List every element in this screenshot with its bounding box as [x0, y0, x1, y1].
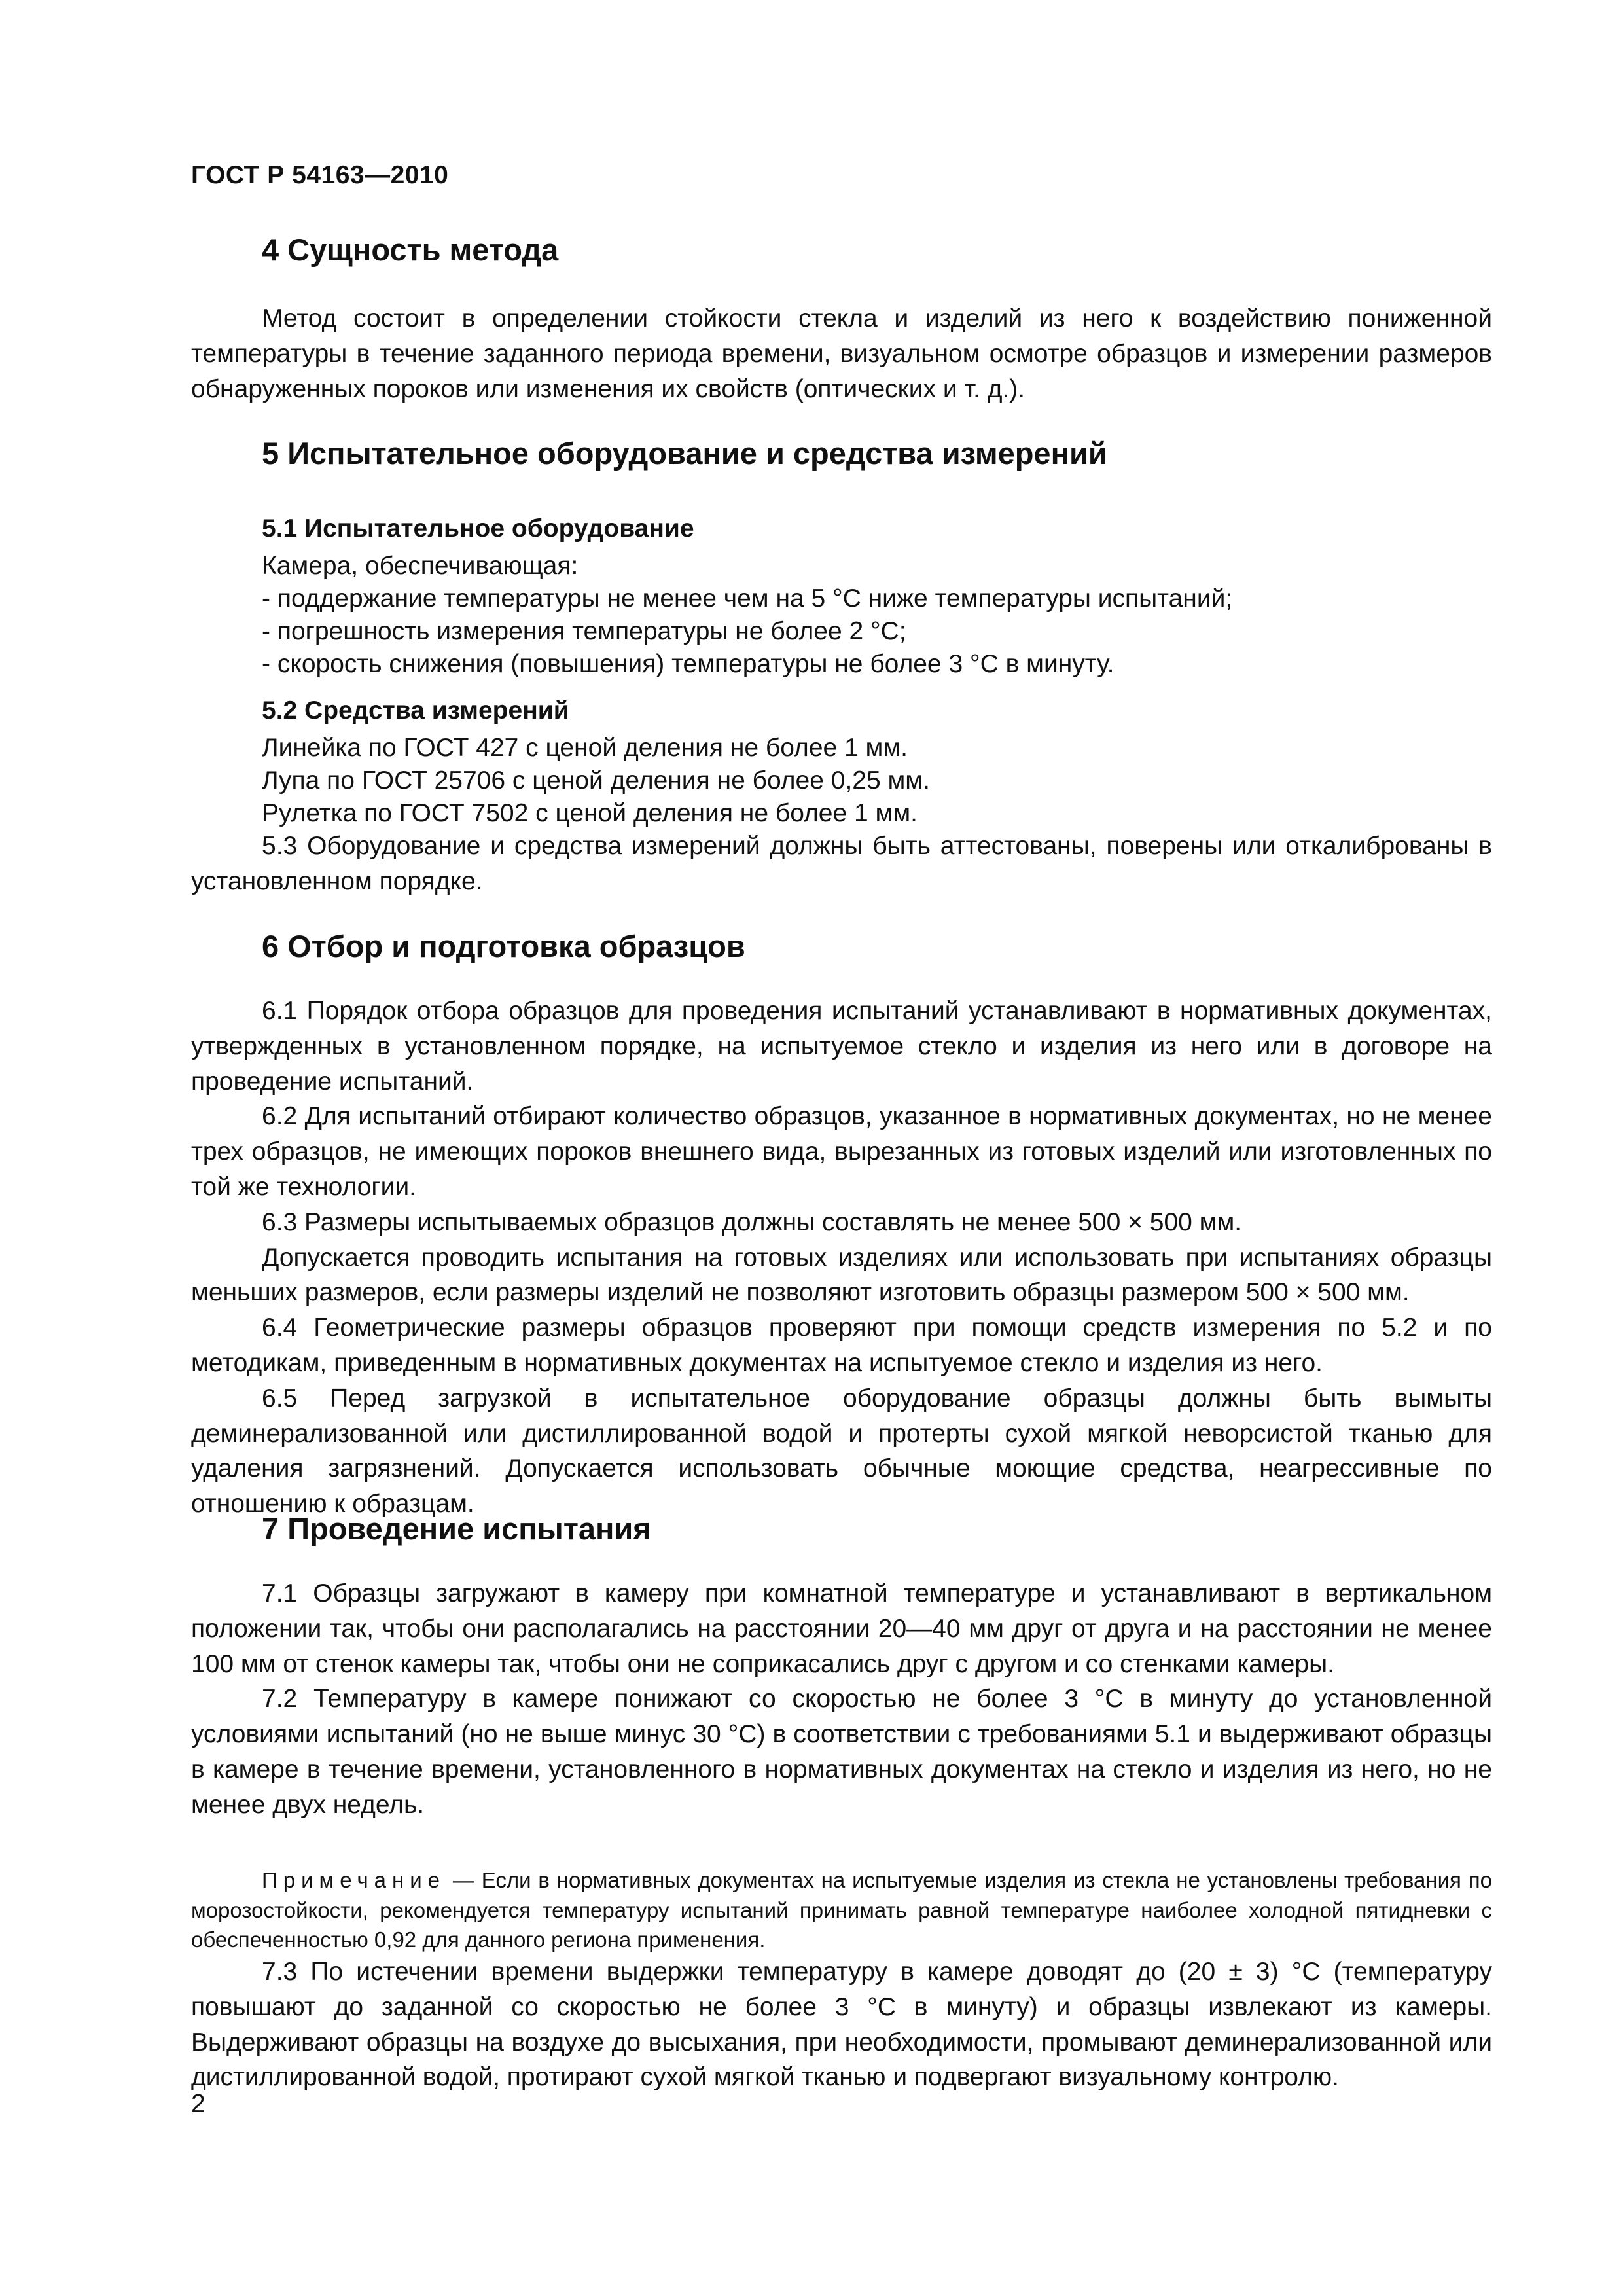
section-6-title: 6 Отбор и подготовка образцов [262, 929, 745, 963]
section-4-body [191, 301, 1492, 406]
paragraph-7-3-block [191, 1954, 1492, 2095]
note-block [191, 1865, 1492, 1955]
section-7-title: 7 Проведение испытания [262, 1511, 651, 1546]
section-4-title: 4 Сущность метода [262, 232, 559, 267]
paragraph-6-1: 6.1 Порядок отбора образцов для проведения испытаний устанавливают в нормативных документах, утвержденных в установленном порядке, на испытуемое стекло и изделия из него или в договоре на проведение испытаний. [191, 997, 1492, 1096]
list-item: - погрешность измерения температуры не более 2 °С; [262, 617, 906, 645]
section-5-title: 5 Испытательное оборудование и средства измерений [262, 436, 1107, 471]
subsection-5-1-list [262, 550, 1492, 681]
list-item: Камера, обеспечивающая: [262, 552, 579, 580]
subsection-5-2-list [262, 732, 1492, 830]
paragraph-6-4: 6.4 Геометрические размеры образцов проверяют при помощи средств измерения по 5.2 и по методикам, приведенным в нормативных документах на испытуемое стекло и изделия из него. [191, 1314, 1492, 1377]
paragraph-7-2: 7.2 Температуру в камере понижают со скоростью не более 3 °С в минуту до установленной условиями испытаний (но не выше минус 30 °С) в соответствии с требованиями 5.1 и выдерживают образцы в камере в течение времени, установленного в нормативных документах на стекло и изделия из него, но не менее двух недель. [191, 1685, 1492, 1819]
subsection-5-1-title: 5.1 Испытательное оборудование [262, 514, 694, 543]
paragraph-5-3: 5.3 Оборудование и средства измерений должны быть аттестованы, поверены или откалиброваны в установленном порядке. [191, 832, 1492, 895]
section-6-body [191, 994, 1492, 1522]
list-item: Линейка по ГОСТ 427 с ценой деления не более 1 мм. [262, 734, 908, 762]
paragraph-7-1: 7.1 Образцы загружают в камеру при комнатной температуре и устанавливают в вертикальном положении так, чтобы они располагались на расстоянии 20—40 мм друг от друга и на расстоянии не менее 100 мм от стенок камеры так, чтобы они не соприкасались друг с другом и со стенками камеры. [191, 1579, 1492, 1678]
paragraph-6-2: 6.2 Для испытаний отбирают количество образцов, указанное в нормативных документах, но не менее трех образцов, не имеющих пороков внешнего вида, вырезанных из готовых изделий или изготовленных по той же технологии. [191, 1102, 1492, 1201]
paragraph-7-3: 7.3 По истечении времени выдержки температуру в камере доводят до (20 ± 3) °С (температуру повышают до заданной со скоростью не более 3 °С в минуту) и образцы извлекают из камеры. Выдерживают образцы на воздухе до высыхания, при необходимости, промывают деминерализованной или дистиллированной водой, протирают сухой мягкой тканью и подвергают визуальному контролю. [191, 1958, 1492, 2092]
paragraph-6-5: 6.5 Перед загрузкой в испытательное оборудование образцы должны быть вымыты деминерализованной или дистиллированной водой и протерты сухой мягкой неворсистой тканью для удаления загрязнений. Допускается использовать обычные моющие средства, неагрессивные по отношению к образцам. [191, 1384, 1492, 1518]
note-text: — Если в нормативных документах на испытуемые изделия из стекла не установлены требования по морозостойкости, рекомендуется температуру испытаний принимать равной температуре наиболее холодной пятидневки с обеспеченностью 0,92 для данного региона применения. [191, 1868, 1492, 1952]
subsection-5-2-title: 5.2 Средства измерений [262, 696, 569, 725]
list-item: - поддержание температуры не менее чем на 5 °С ниже температуры испытаний; [262, 584, 1233, 613]
paragraph-5-3-block [191, 829, 1492, 899]
note-label: Примечание [262, 1868, 446, 1892]
section-7-body [191, 1576, 1492, 1823]
paragraph-6-3: 6.3 Размеры испытываемых образцов должны составлять не менее 500 × 500 мм. [262, 1208, 1242, 1236]
list-item: - скорость снижения (повышения) температуры не более 3 °С в минуту. [262, 650, 1115, 678]
list-item: Рулетка по ГОСТ 7502 с ценой деления не более 1 мм. [262, 799, 918, 827]
list-item: Лупа по ГОСТ 25706 с ценой деления не более 0,25 мм. [262, 766, 930, 795]
document-code-header: ГОСТ Р 54163—2010 [191, 161, 449, 189]
section-4-paragraph: Метод состоит в определении стойкости стекла и изделий из него к воздействию пониженной температуры в течение заданного периода времени, визуальном осмотре образцов и измерении размеров обнаруженных пороков или изменения их свойств (оптических и т. д.). [191, 304, 1492, 403]
page-number: 2 [191, 2090, 205, 2118]
paragraph-6-3-continued: Допускается проводить испытания на готовых изделиях или использовать при испытаниях образцы меньших размеров, если размеры изделий не позволяют изготовить образцы размером 500 × 500 мм. [191, 1243, 1492, 1307]
